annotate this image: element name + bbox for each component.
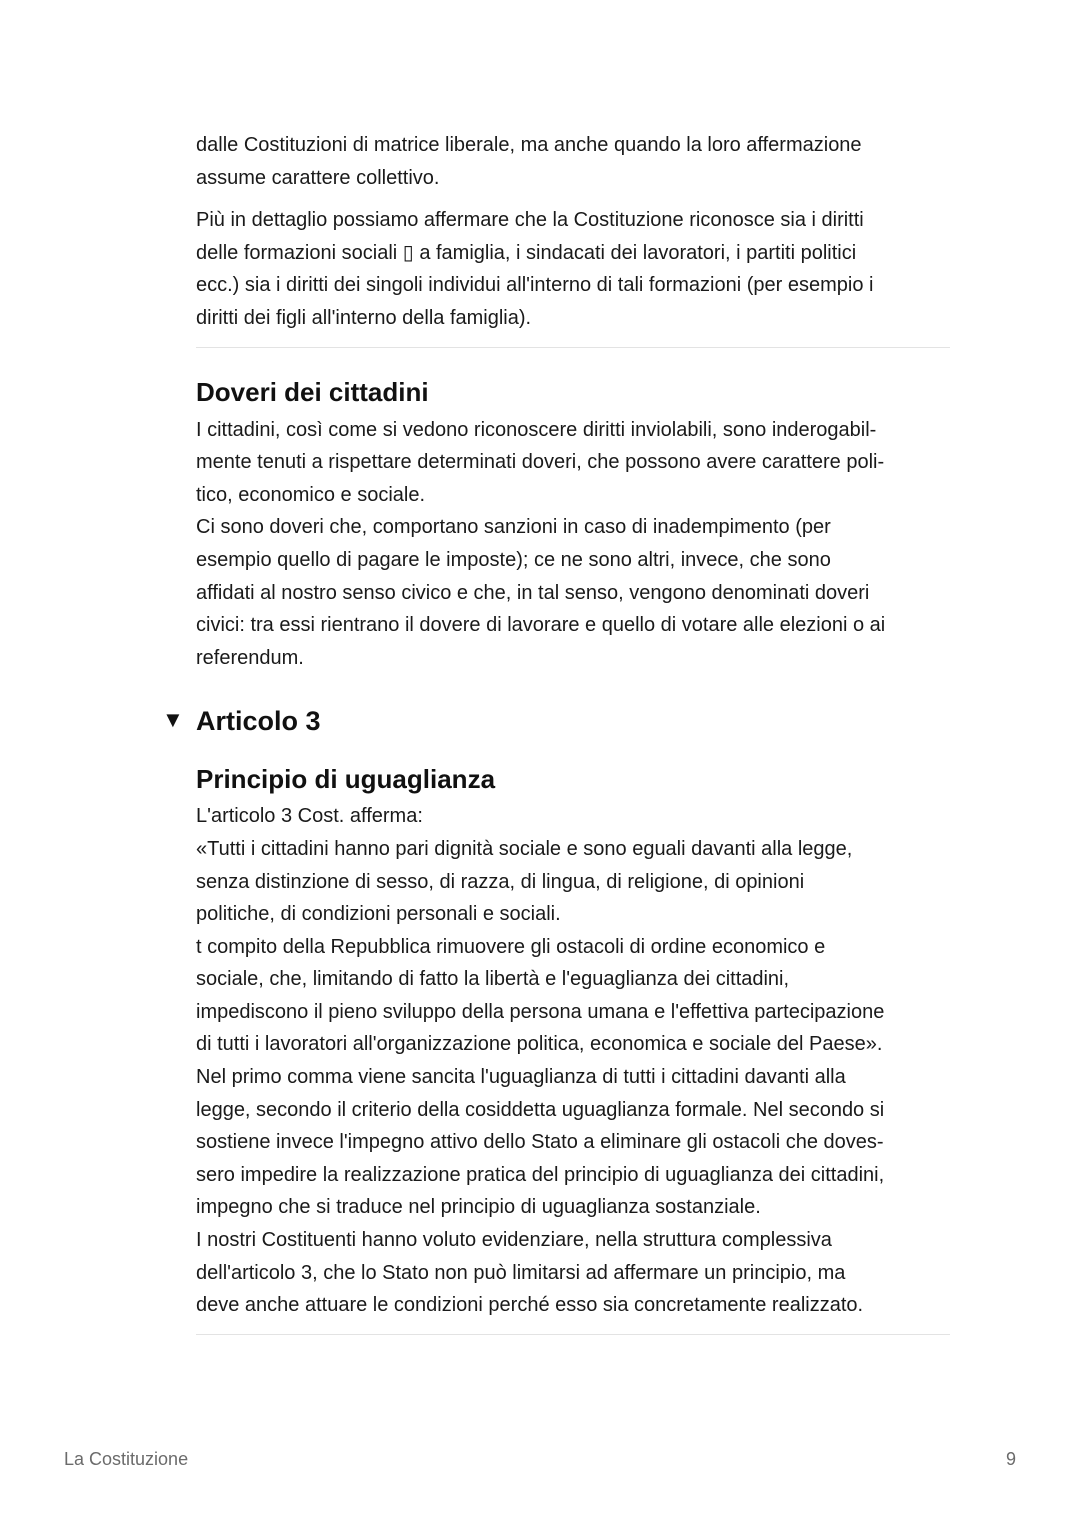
text-line: sociale, che, limitando di fatto la libertà e l'eguaglianza dei cittadini, bbox=[196, 968, 790, 991]
text-line: affidati al nostro senso civico e che, in tal senso, vengono denominati doveri bbox=[196, 581, 870, 604]
text-line: deve anche attuare le condizioni perché esso sia concretamente realizzato. bbox=[196, 1294, 864, 1317]
intro-paragraph-1 bbox=[196, 129, 950, 194]
text-line: I cittadini, così come si vedono riconoscere diritti inviolabili, sono inderogabil- bbox=[196, 418, 877, 441]
text-line: impediscono il pieno sviluppo della persona umana e l'effettiva partecipazione bbox=[196, 1000, 885, 1023]
section-heading-duties: Doveri dei cittadini bbox=[196, 376, 429, 407]
page-content bbox=[162, 129, 950, 1335]
text-line: Nel primo comma viene sancita l'uguaglianza di tutti i cittadini davanti alla bbox=[196, 1066, 846, 1089]
article-3-paragraph bbox=[196, 800, 950, 1322]
duties-paragraph bbox=[196, 414, 950, 675]
text-line: sostiene invece l'impegno attivo dello Stato a eliminare gli ostacoli che doves- bbox=[196, 1131, 884, 1154]
section-heading-equality: Principio di uguaglianza bbox=[196, 764, 496, 795]
text-line: politiche, di condizioni personali e sociali. bbox=[196, 903, 561, 926]
text-line: Ci sono doveri che, comportano sanzioni in caso di inadempimento (per bbox=[196, 516, 831, 539]
text-line: assume carattere collettivo. bbox=[196, 166, 440, 189]
text-line: tico, economico e sociale. bbox=[196, 483, 426, 506]
text-line: impegno che si traduce nel principio di uguaglianza sostanziale. bbox=[196, 1196, 761, 1219]
footer-page-number: 9 bbox=[1005, 1449, 1016, 1469]
text-line: legge, secondo il criterio della cosiddetta uguaglianza formale. Nel secondo si bbox=[196, 1098, 885, 1121]
text-line: mente tenuti a rispettare determinati doveri, che possono avere carattere poli- bbox=[196, 451, 885, 474]
text-line: delle formazioni sociali ▯ a famiglia, i sindacati dei lavoratori, i partiti politici bbox=[196, 241, 857, 264]
text-line: sero impedire la realizzazione pratica del principio di uguaglianza dei cittadini, bbox=[196, 1163, 885, 1186]
text-line: esempio quello di pagare le imposte); ce ne sono altri, invece, che sono bbox=[196, 548, 831, 571]
text-line: «Tutti i cittadini hanno pari dignità sociale e sono eguali davanti alla legge, bbox=[196, 837, 853, 860]
text-line: dell'articolo 3, che lo Stato non può limitarsi ad affermare un principio, ma bbox=[196, 1261, 846, 1284]
text-line: L'articolo 3 Cost. afferma: bbox=[196, 805, 423, 828]
triangle-down-icon[interactable]: ▼ bbox=[162, 707, 184, 733]
text-line: diritti dei figli all'interno della famiglia). bbox=[196, 306, 532, 329]
text-line: referendum. bbox=[196, 646, 304, 669]
section-divider bbox=[196, 1334, 950, 1335]
toggle-title[interactable]: Articolo 3 bbox=[196, 706, 321, 737]
text-line: senza distinzione di sesso, di razza, di lingua, di religione, di opinioni bbox=[196, 870, 805, 893]
text-line: t compito della Repubblica rimuovere gli ostacoli di ordine economico e bbox=[196, 935, 826, 958]
toggle-article-3[interactable] bbox=[162, 702, 950, 740]
text-line: civici: tra essi rientrano il dovere di lavorare e quello di votare alle elezioni o ai bbox=[196, 614, 886, 637]
text-line: di tutti i lavoratori all'organizzazione politica, economica e sociale del Paese». bbox=[196, 1033, 883, 1056]
text-line: dalle Costituzioni di matrice liberale, ma anche quando la loro affermazione bbox=[196, 134, 862, 156]
footer-document-title: La Costituzione bbox=[64, 1449, 189, 1469]
section-divider bbox=[196, 347, 950, 348]
text-line: Più in dettaglio possiamo affermare che la Costituzione riconosce sia i diritti bbox=[196, 209, 864, 232]
text-line: I nostri Costituenti hanno voluto evidenziare, nella struttura complessiva bbox=[196, 1229, 832, 1252]
text-line: ecc.) sia i diritti dei singoli individui all'interno di tali formazioni (per esempio i bbox=[196, 274, 874, 297]
intro-paragraph-2 bbox=[196, 204, 950, 334]
